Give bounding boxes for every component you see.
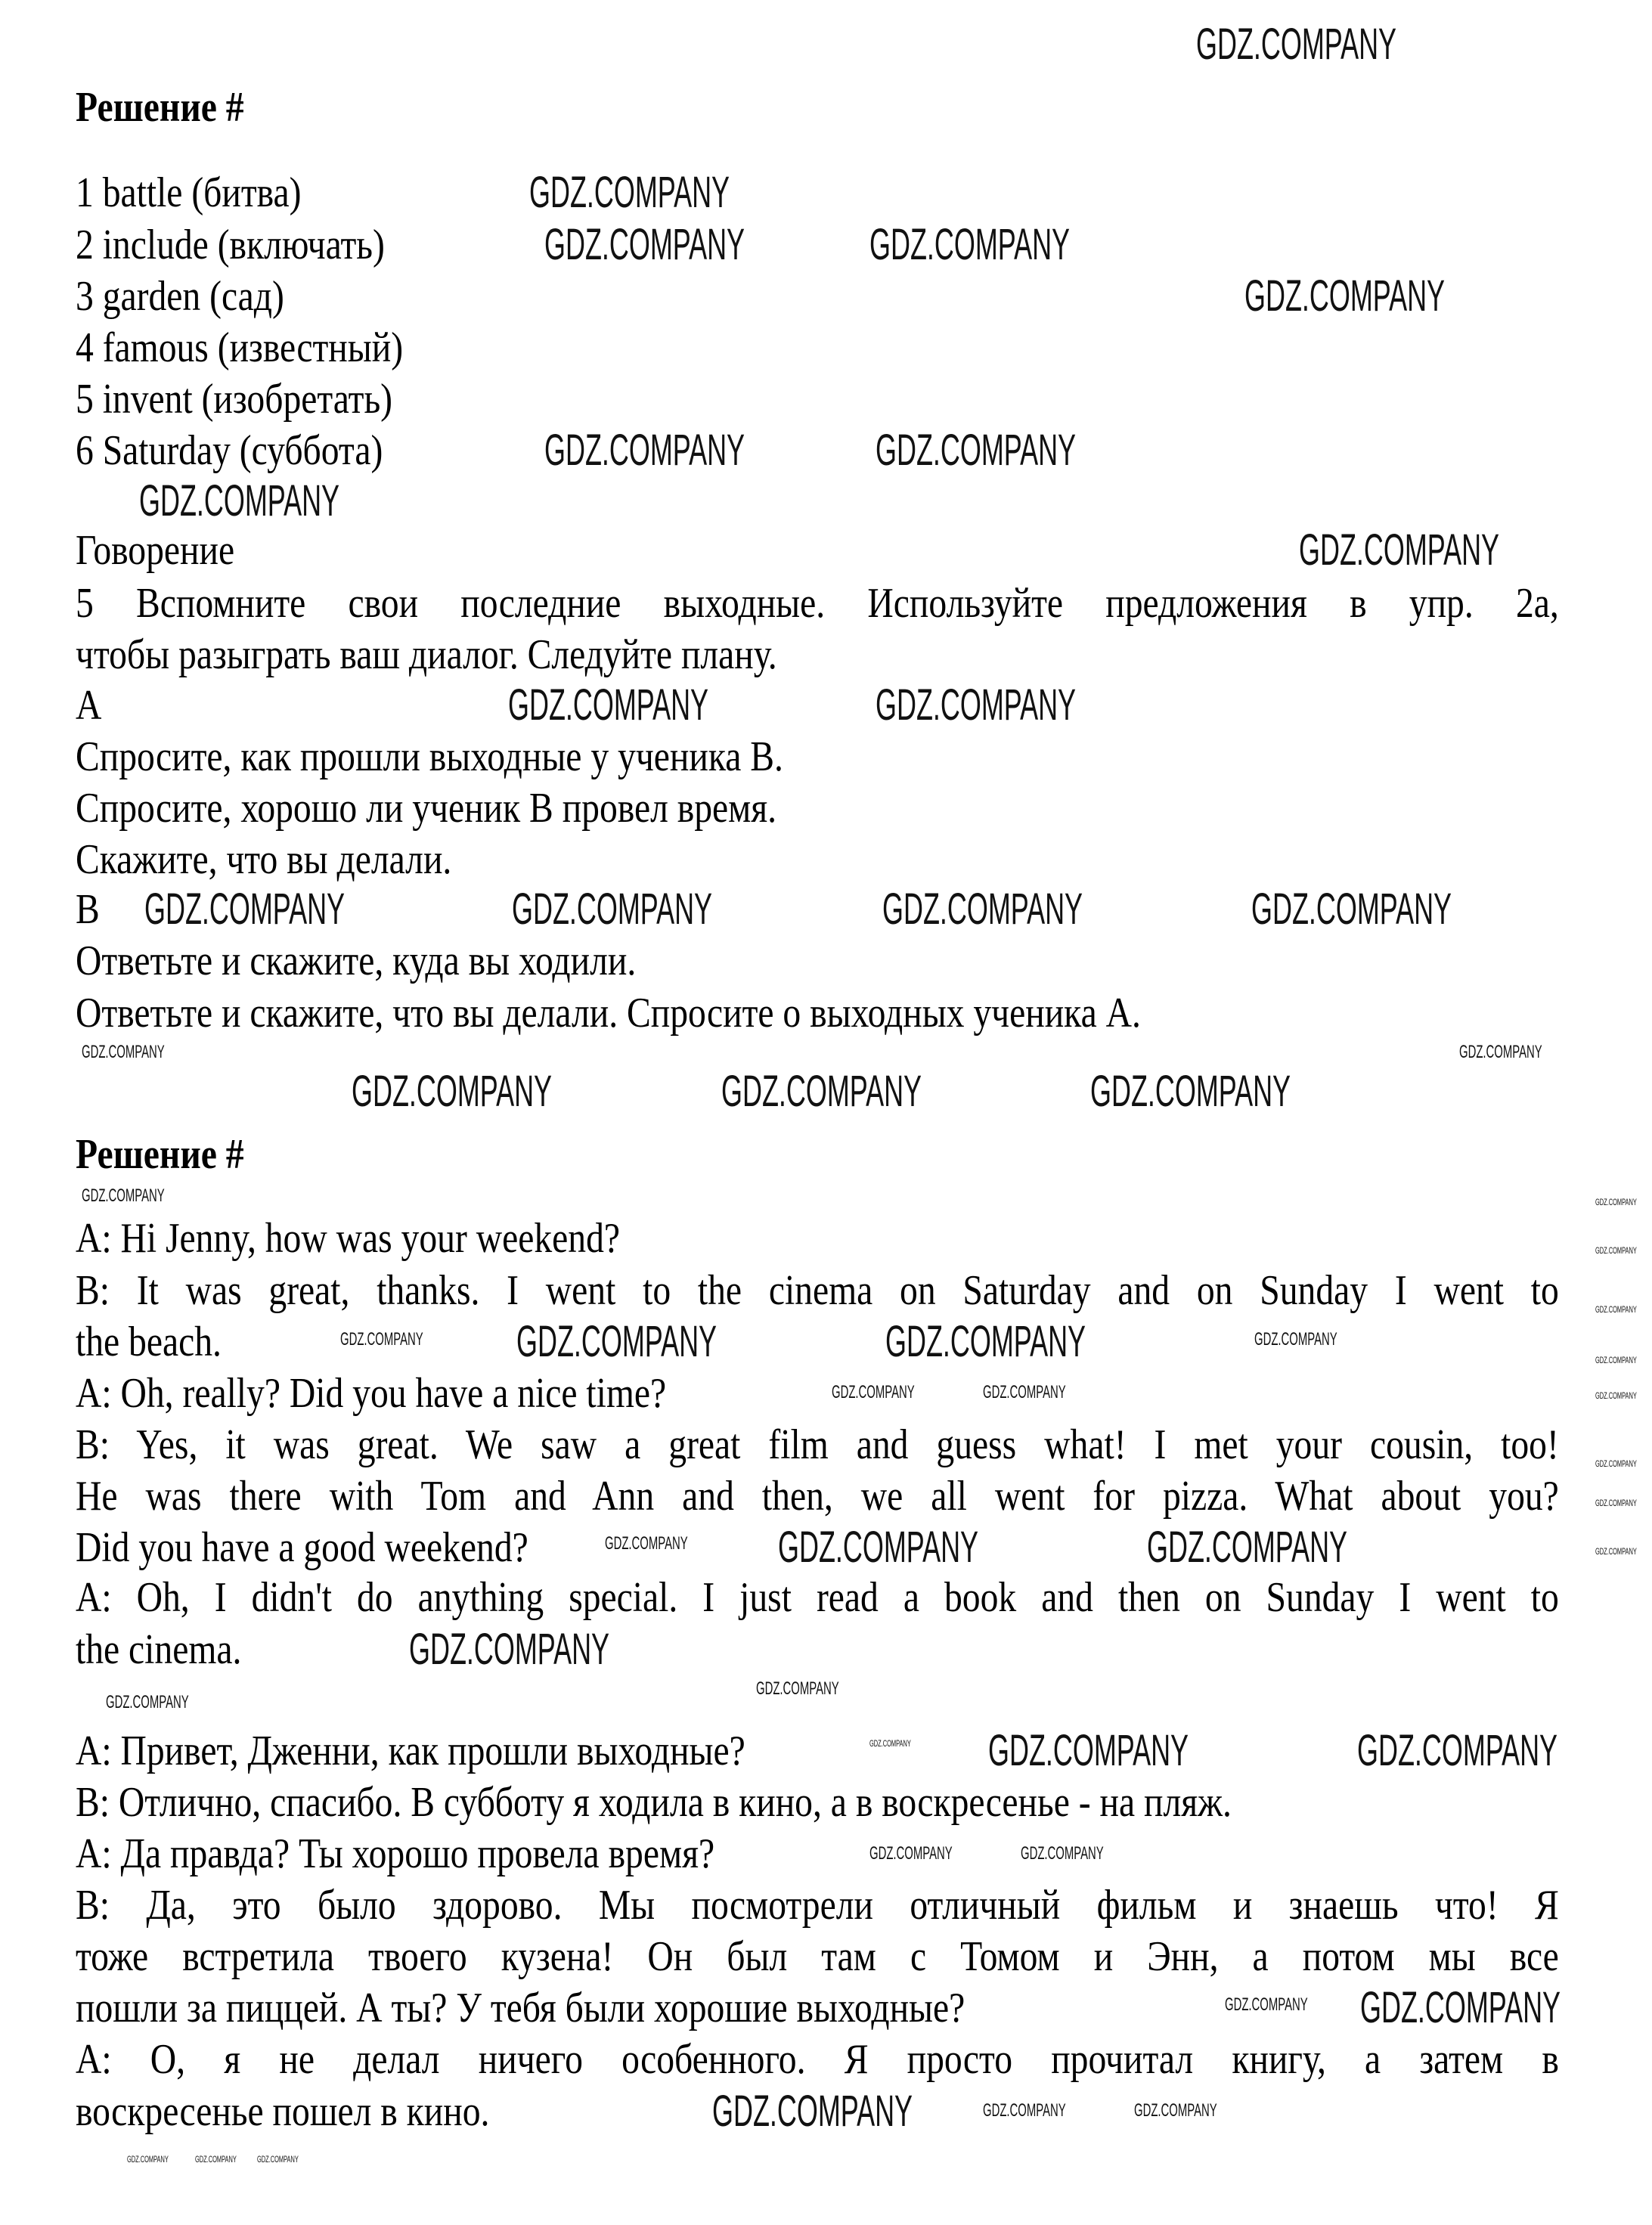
role-label: A [76, 682, 102, 729]
watermark: GDZ.COMPANY [82, 1042, 165, 1062]
plan-line: Спросите, как прошли выходные у ученика B. [76, 733, 783, 780]
task-text: чтобы разыграть ваш диалог. Следуйте плану. [76, 631, 777, 678]
watermark: GDZ.COMPANY [352, 1067, 553, 1116]
watermark: GDZ.COMPANY [195, 2154, 237, 2165]
watermark: GDZ.COMPANY [512, 885, 713, 934]
watermark: GDZ.COMPANY [983, 2100, 1066, 2121]
watermark: GDZ.COMPANY [885, 1317, 1086, 1366]
watermark: GDZ.COMPANY [778, 1523, 979, 1572]
watermark: GDZ.COMPANY [127, 2154, 169, 2165]
plan-line: Скажите, что вы делали. [76, 836, 452, 883]
watermark: GDZ.COMPANY [1459, 1042, 1542, 1062]
plan-line: Ответьте и скажите, куда вы ходили. [76, 937, 637, 984]
dialog-line: A: Oh, I didn't do anything special. I just read a book and then on Sunday I went to [76, 1574, 1559, 1621]
section-heading: Говорение [76, 527, 235, 574]
watermark: GDZ.COMPANY [529, 168, 730, 217]
vocab-item: 1 battle (битва) [76, 169, 302, 216]
watermark: GDZ.COMPANY [1251, 885, 1452, 934]
watermark: GDZ.COMPANY [876, 680, 1077, 730]
watermark: GDZ.COMPANY [1196, 20, 1397, 69]
watermark: GDZ.COMPANY [257, 2154, 299, 2165]
watermark: GDZ.COMPANY [869, 1843, 953, 1864]
watermark: GDZ.COMPANY [1595, 1355, 1637, 1365]
watermark: GDZ.COMPANY [1595, 1390, 1637, 1401]
watermark: GDZ.COMPANY [1147, 1523, 1348, 1572]
vocab-item: 6 Saturday (суббота) [76, 427, 383, 474]
watermark: GDZ.COMPANY [869, 220, 1071, 269]
vocab-item: 5 invent (изобретать) [76, 376, 393, 423]
watermark: GDZ.COMPANY [1595, 1197, 1637, 1207]
dialog-line: B: Отлично, спасибо. В субботу я ходила в кино, а в воскресенье - на пляж. [76, 1779, 1232, 1826]
watermark: GDZ.COMPANY [869, 1738, 911, 1749]
watermark: GDZ.COMPANY [988, 1726, 1189, 1775]
dialog-line: B: It was great, thanks. I went to the cinema on Saturday and on Sunday I went to [76, 1267, 1559, 1314]
plan-line: Спросите, хорошо ли ученик B провел время. [76, 785, 777, 832]
watermark: GDZ.COMPANY [1595, 1245, 1637, 1256]
watermark: GDZ.COMPANY [106, 1692, 189, 1712]
dialog-line: B: Yes, it was great. We saw a great film and guess what! I met your cousin, too! [76, 1421, 1559, 1468]
dialog-line: A: Hi Jenny, how was your weekend? [76, 1215, 621, 1262]
watermark: GDZ.COMPANY [1254, 1329, 1337, 1350]
watermark: GDZ.COMPANY [1134, 2100, 1217, 2121]
vocab-item: 4 famous (известный) [76, 324, 404, 371]
task-text: 5 Вспомните свои последние выходные. Используйте предложения в упр. 2а, [76, 580, 1559, 627]
dialog-line: the beach. [76, 1319, 222, 1365]
role-label: B [76, 886, 100, 933]
watermark: GDZ.COMPANY [409, 1625, 610, 1674]
dialog-line: тоже встретила твоего кузена! Он был там с Томом и Энн, а потом мы все [76, 1933, 1559, 1980]
watermark: GDZ.COMPANY [544, 426, 745, 475]
watermark: GDZ.COMPANY [1090, 1067, 1291, 1116]
vocab-item: 3 garden (сад) [76, 273, 284, 320]
watermark: GDZ.COMPANY [1357, 1726, 1558, 1775]
dialog-line: A: О, я не делал ничего особенного. Я просто прочитал книгу, а затем в [76, 2036, 1559, 2083]
plan-line: Ответьте и скажите, что вы делали. Спросите о выходных ученика A. [76, 990, 1141, 1037]
dialog-line: B: Да, это было здорово. Мы посмотрели отличный фильм и знаешь что! Я [76, 1882, 1559, 1929]
watermark: GDZ.COMPANY [1360, 1983, 1561, 2032]
watermark: GDZ.COMPANY [1595, 1546, 1637, 1557]
section-heading: Решение # [76, 84, 244, 131]
section-heading: Решение # [76, 1131, 244, 1178]
watermark: GDZ.COMPANY [139, 476, 340, 525]
watermark: GDZ.COMPANY [1299, 525, 1500, 575]
watermark: GDZ.COMPANY [712, 2087, 913, 2136]
watermark: GDZ.COMPANY [144, 885, 346, 934]
watermark: GDZ.COMPANY [82, 1185, 165, 1206]
dialog-line: Did you have a good weekend? [76, 1524, 528, 1571]
watermark: GDZ.COMPANY [516, 1317, 718, 1366]
watermark: GDZ.COMPANY [756, 1678, 839, 1699]
watermark: GDZ.COMPANY [1595, 1458, 1637, 1469]
watermark: GDZ.COMPANY [882, 885, 1083, 934]
dialog-line: A: Да правда? Ты хорошо провела время? [76, 1830, 715, 1877]
watermark: GDZ.COMPANY [983, 1382, 1066, 1402]
dialog-line: воскресенье пошел в кино. [76, 2088, 490, 2135]
watermark: GDZ.COMPANY [1021, 1843, 1104, 1864]
watermark: GDZ.COMPANY [876, 426, 1077, 475]
watermark: GDZ.COMPANY [832, 1382, 915, 1402]
dialog-line: пошли за пиццей. А ты? У тебя были хорошие выходные? [76, 1985, 965, 2031]
vocab-item: 2 include (включать) [76, 222, 385, 268]
dialog-line: He was there with Tom and Ann and then, we all went for pizza. What about you? [76, 1473, 1559, 1520]
watermark: GDZ.COMPANY [721, 1067, 922, 1116]
watermark: GDZ.COMPANY [1595, 1498, 1637, 1508]
watermark: GDZ.COMPANY [1225, 1994, 1308, 2015]
watermark: GDZ.COMPANY [544, 220, 745, 269]
dialog-line: A: Привет, Дженни, как прошли выходные? [76, 1728, 745, 1774]
dialog-line: A: Oh, really? Did you have a nice time? [76, 1370, 667, 1417]
watermark: GDZ.COMPANY [508, 680, 709, 730]
watermark: GDZ.COMPANY [340, 1329, 423, 1350]
watermark: GDZ.COMPANY [605, 1533, 688, 1554]
dialog-line: the cinema. [76, 1626, 242, 1673]
watermark: GDZ.COMPANY [1244, 271, 1446, 321]
watermark: GDZ.COMPANY [1595, 1304, 1637, 1315]
